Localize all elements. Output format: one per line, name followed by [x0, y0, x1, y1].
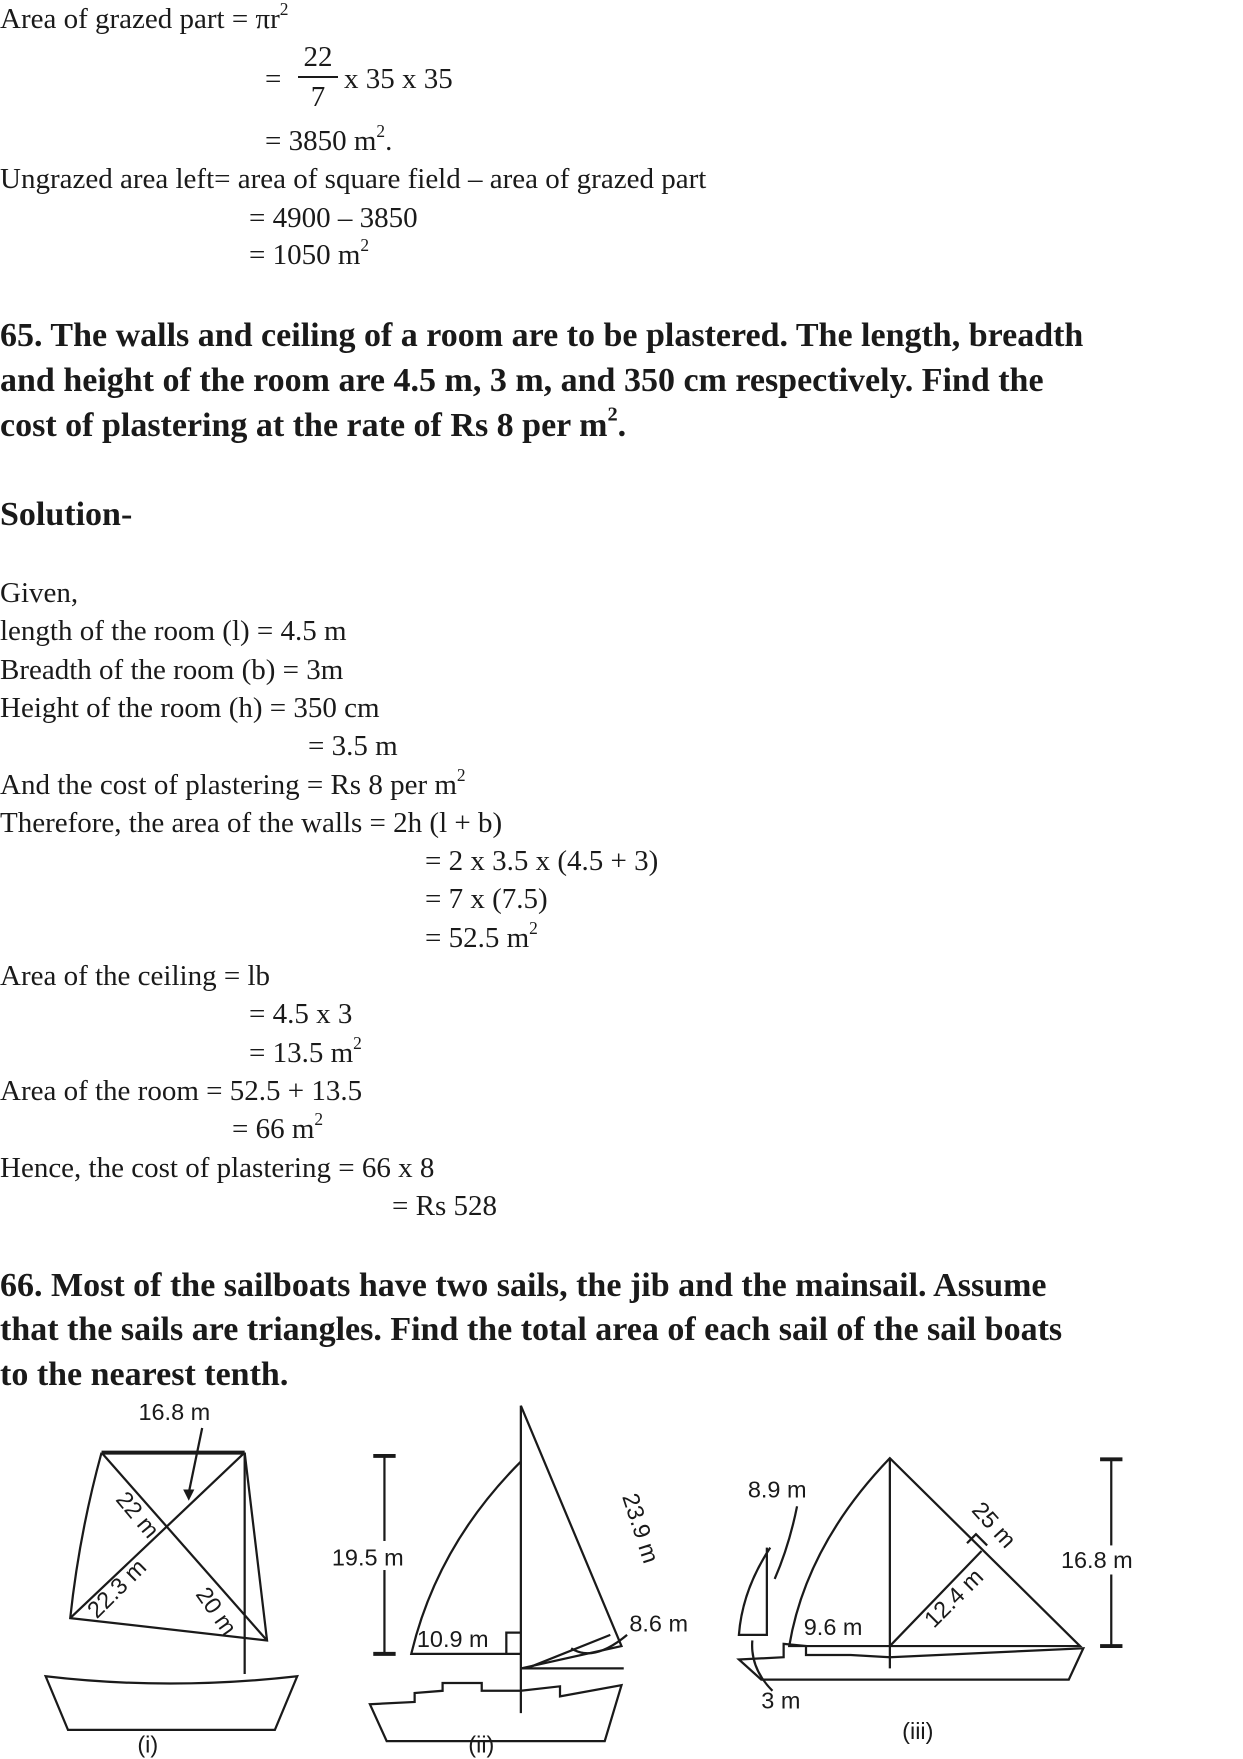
- figure-label: (iii): [902, 1717, 934, 1744]
- text: = 1050 m: [249, 239, 361, 271]
- right-angle-mark: [506, 1633, 521, 1654]
- numerator: 22: [303, 41, 333, 73]
- superscript: 2: [376, 120, 386, 141]
- label-diagonal-1: 22 m: [111, 1486, 165, 1544]
- jib: [739, 1548, 770, 1635]
- solution-line: [0, 959, 270, 993]
- mainsail: [411, 1462, 521, 1654]
- solution-line: [249, 1032, 362, 1070]
- text: Given,: [0, 577, 79, 609]
- text: length of the room (l) = 4.5 m: [0, 615, 347, 648]
- solution-line: [0, 576, 78, 610]
- solution-line: [308, 729, 398, 763]
- arrow-head-icon: [183, 1490, 194, 1501]
- hull: [370, 1683, 622, 1741]
- label-top: 16.8 m: [138, 1399, 211, 1426]
- subtraction-line: = 4900 – 3850: [249, 202, 418, 234]
- superscript: 2: [529, 917, 538, 938]
- text: Area of the room = 52.5 + 13.5: [0, 1074, 363, 1107]
- text: = 4.5 x 3: [249, 998, 353, 1031]
- solution-line: [0, 1151, 434, 1185]
- question-66-line-1: 66. Most of the sailboats have two sails, the jib and the mainsail. Assume: [0, 1267, 1047, 1304]
- question-65-line-1: 65. The walls and ceiling of a room are to be plastered. The length, breadth: [0, 317, 1084, 354]
- sailboat-1: [46, 1399, 298, 1757]
- text: .: [385, 125, 393, 157]
- superscript: 2: [314, 1109, 324, 1130]
- hull: [46, 1676, 298, 1730]
- question-66-line-3: to the nearest tenth.: [0, 1356, 289, 1393]
- text: Therefore, the area of the walls = 2h (l + b): [0, 806, 503, 839]
- solution-line: [249, 997, 352, 1031]
- pointer-line: [752, 1640, 772, 1690]
- superscript: 2: [607, 403, 618, 426]
- solution-line: [0, 806, 502, 840]
- text: cost of plastering at the rate of Rs 8 per m: [0, 407, 608, 444]
- grazed-area-line: [0, 2, 288, 36]
- solution-line: [425, 917, 538, 955]
- text: = 52.5 m: [425, 921, 530, 954]
- diagonal: [102, 1453, 267, 1641]
- text: = 66 m: [232, 1113, 315, 1146]
- label-jib-altitude: 8.6 m: [629, 1610, 689, 1637]
- sailboats-figure: [0, 1390, 1243, 1759]
- solution-line: [425, 882, 548, 916]
- pointer-line: [775, 1506, 797, 1579]
- label-jib-base: 3 m: [761, 1687, 801, 1714]
- label-diagonal-3: 20 m: [190, 1582, 243, 1640]
- superscript: 2: [353, 1032, 362, 1053]
- label-base: 10.9 m: [416, 1626, 489, 1653]
- solution-line: [392, 1189, 497, 1223]
- label-altitude: 12.4 m: [919, 1563, 989, 1633]
- label-height: 16.8 m: [1060, 1546, 1133, 1573]
- text: = 13.5 m: [249, 1036, 354, 1069]
- text: = 7 x (7.5): [425, 883, 548, 916]
- superscript: 2: [456, 764, 466, 785]
- text: Height of the room (h) = 350 cm: [0, 691, 380, 724]
- sailboat-3: [739, 1458, 1148, 1744]
- text: = Rs 528: [392, 1189, 497, 1222]
- solution-line: [232, 1109, 324, 1146]
- text: = 3.5 m: [308, 730, 398, 763]
- ungrazed-result-line: [249, 234, 370, 272]
- superscript: 2: [279, 0, 289, 19]
- solution-line: [0, 764, 466, 802]
- question-66-line-2: that the sails are triangles. Find the total area of each sail of the sail boats: [0, 1311, 1063, 1348]
- equals-sign: =: [265, 63, 282, 95]
- label-jib: 8.9 m: [747, 1476, 807, 1503]
- fraction-bar: [298, 76, 338, 78]
- label-diagonal-2: 22.3 m: [82, 1553, 152, 1624]
- label-jib-side: 23.9 m: [617, 1489, 665, 1567]
- arrow-line: [189, 1428, 202, 1493]
- question-65-line-3: [0, 403, 627, 446]
- solution-heading: Solution-: [0, 496, 133, 533]
- solution-line: [0, 614, 347, 648]
- label-base: 9.6 m: [803, 1613, 863, 1640]
- solution-line: [0, 1074, 362, 1108]
- text: = 2 x 3.5 x (4.5 + 3): [425, 845, 659, 878]
- hull: [739, 1644, 1083, 1680]
- jib: [521, 1406, 624, 1669]
- text: Hence, the cost of plastering = 66 x 8: [0, 1151, 435, 1184]
- text: Area of grazed part = πr: [0, 3, 280, 35]
- label-side: 25 m: [967, 1496, 1022, 1553]
- solution-line: [0, 691, 380, 725]
- text: Area of the ceiling = lb: [0, 960, 271, 992]
- text: Breadth of the room (b) = 3m: [0, 653, 344, 686]
- denominator: 7: [310, 81, 326, 113]
- text: And the cost of plastering = Rs 8 per m: [0, 768, 457, 801]
- solution-line: [0, 653, 343, 687]
- figure-label: (ii): [468, 1731, 495, 1758]
- figure-label: (i): [137, 1731, 159, 1758]
- sailboat-2: [332, 1406, 688, 1758]
- superscript: 2: [360, 234, 370, 255]
- label-height: 19.5 m: [331, 1544, 404, 1571]
- solution-line: [425, 844, 658, 878]
- fraction: [298, 40, 338, 114]
- text: = 3850 m: [265, 125, 377, 157]
- grazed-result-line: [265, 120, 393, 158]
- text: .: [617, 407, 627, 444]
- multiplication-line: x 35 x 35: [344, 63, 453, 95]
- question-65-line-2: and height of the room are 4.5 m, 3 m, and 350 cm respectively. Find the: [0, 362, 1044, 399]
- ungrazed-area-line: Ungrazed area left= area of square field – area of grazed part: [0, 163, 707, 195]
